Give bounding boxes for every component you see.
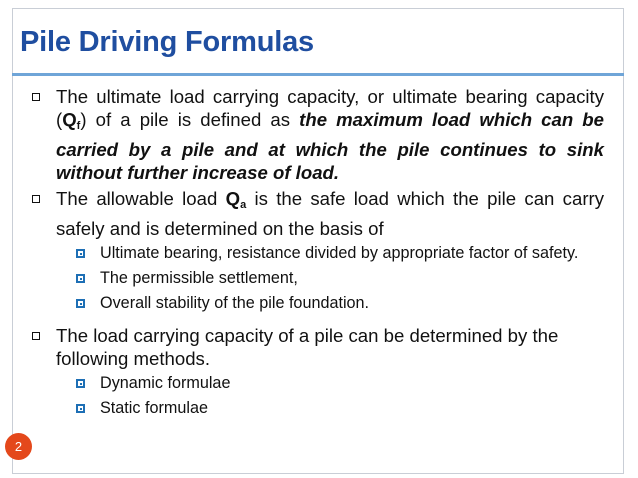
bullet-methods <box>24 324 604 370</box>
bullet-text: is the safe load which the pile can carry safely and is determined on the basis of <box>56 188 604 239</box>
sub-bullet-icon <box>76 249 85 258</box>
slide-content <box>24 85 604 423</box>
sub-item <box>56 268 604 289</box>
sub-item <box>56 243 604 264</box>
slide-title: Pile Driving Formulas <box>20 26 314 58</box>
sub-item-text: Overall stability of the pile foundation. <box>100 294 370 312</box>
bullet-allowable-load <box>24 187 604 240</box>
bullet-text: The load carrying capacity of a pile can be determined by the following methods. <box>56 325 559 369</box>
symbol-q: Q <box>62 109 77 130</box>
bullet-ultimate-capacity <box>24 85 604 184</box>
bullet-text: ) of a pile is defined as <box>80 109 300 130</box>
title-divider <box>12 73 624 76</box>
square-bullet-icon <box>32 195 40 203</box>
sub-item <box>56 373 604 394</box>
sub-bullet-icon <box>76 379 85 388</box>
sub-item <box>56 293 604 314</box>
bullet-text: The allowable load <box>56 188 226 209</box>
sub-item-text: Static formulae <box>100 399 208 417</box>
sub-item-text: The permissible settlement, <box>100 269 298 287</box>
symbol-q: Q <box>225 188 241 209</box>
bullet-emphasis: the maximum load which can be carried by a pile and at which the pile continues to sink without further increase of load. <box>56 109 605 183</box>
symbol-subscript: f <box>76 120 81 132</box>
bullet-text: The ultimate load carrying capacity, or ultimate bearing capacity ( <box>56 86 604 130</box>
sub-bullet-icon <box>76 299 85 308</box>
square-bullet-icon <box>32 332 40 340</box>
sub-bullet-icon <box>76 404 85 413</box>
symbol-subscript: a <box>240 199 247 211</box>
page-number-badge: 2 <box>5 433 32 460</box>
square-bullet-icon <box>32 93 40 101</box>
sub-bullet-icon <box>76 274 85 283</box>
sub-item <box>56 398 604 419</box>
sub-item-text: Ultimate bearing, resistance divided by appropriate factor of safety. <box>100 244 579 262</box>
sub-item-text: Dynamic formulae <box>100 374 231 392</box>
